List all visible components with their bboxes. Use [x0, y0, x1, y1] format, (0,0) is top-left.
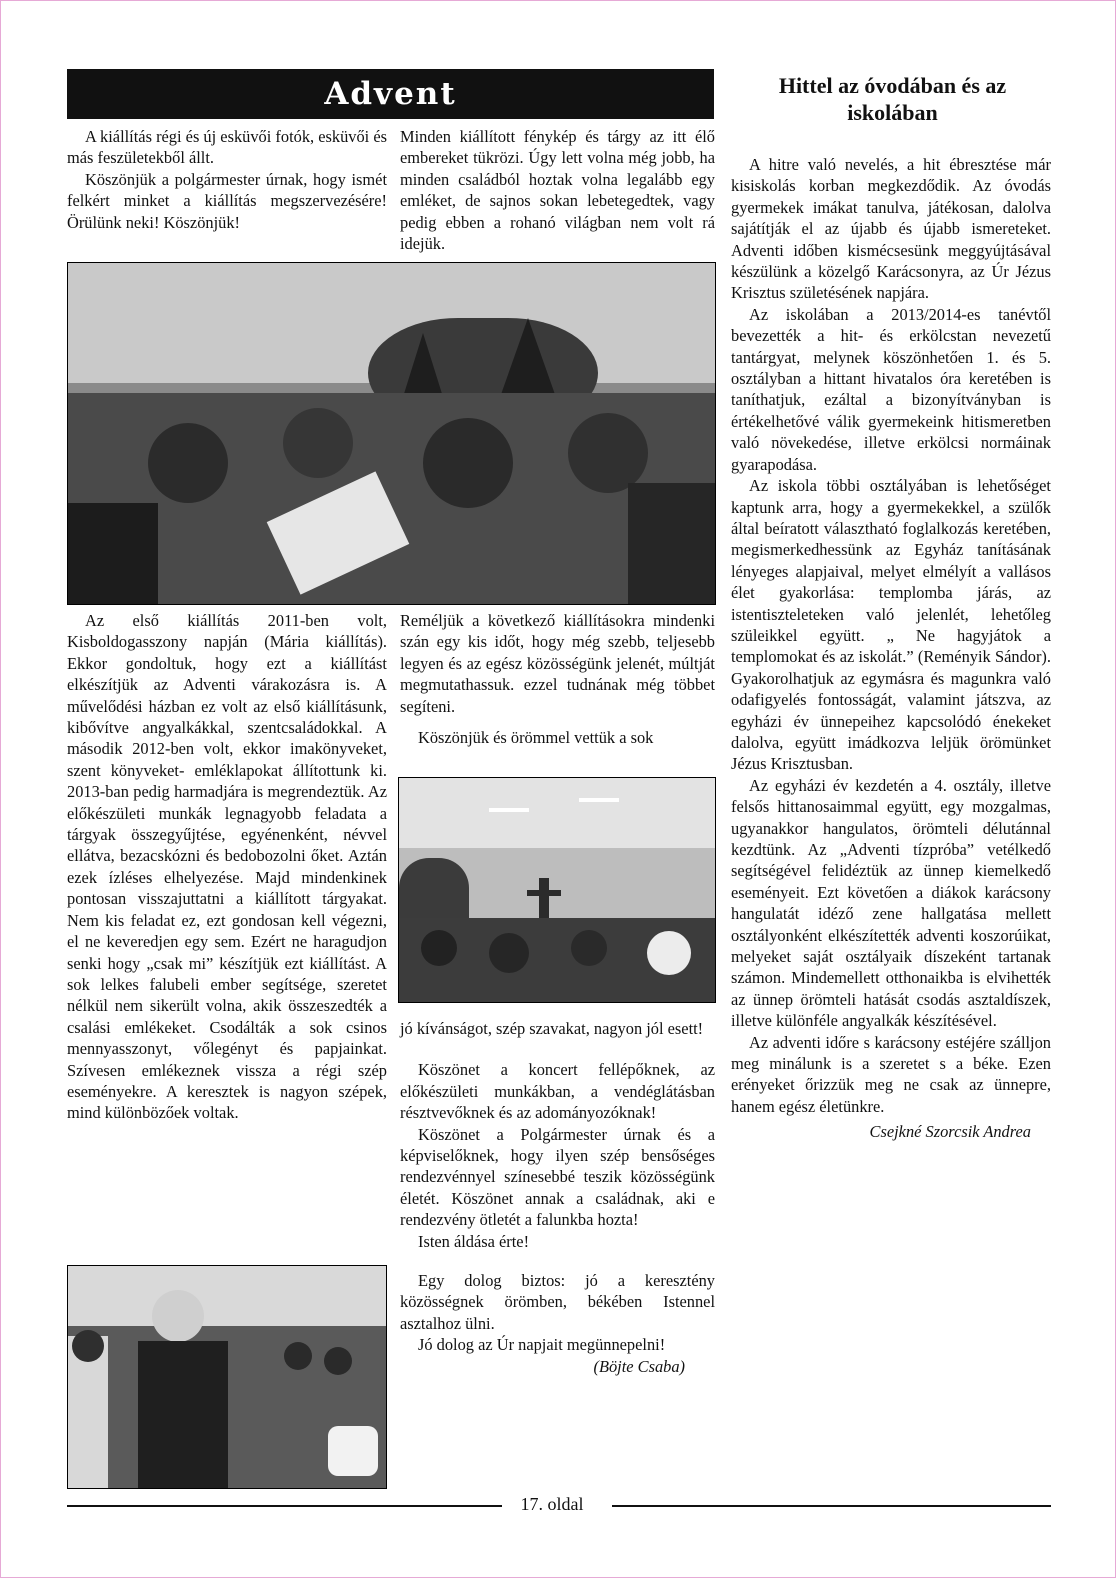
paragraph: Az első kiállítás 2011-ben volt, Kisboldogasszony napján (Mária kiállítás). Ekkor gondoltuk, hogy ezt a kiállítást elkészítjük az Adventi várakozásra is. A művelődési házban ez volt az első kiállításunk, kibővítve angyalkákkal, szentcsaládokkal. A második 2012-ben volt, ekkor imakönyveket, szent könyveket- emléklapokat állítottunk ki. 2013-ban pedig harmadjára is megrendeztük. Az előkészületi munkák legnagyobb feladata a tárgyak összegyűjtése, egyénenként, névvel ellátva, bezacskózni és bedobozolni őket. Aztán ezek ízléses elhelyezése. Majd mindenkinek pontosan visszajuttatni a kiállított tárgyakat. Nem kis feladat ez, ezt gondosan kell végezni, el ne keveredjen egy sem. Ezért ne haragudjon senki hogy „csak mi” készítjük ezt kiállítást. A sok lelkes falubeli ember segítsége, szeretet nélkül nem sikerült volna, akik összeszedték a csalási emlékeket. Csodálták a sok csinos mennyasszonyt, vőlegényt és papjainkat. Szívesen emlékeznek vissza a régi szép eseményekre. A keresztek is nagyon szépek, mind különbözőek voltak. — [67, 611, 387, 1123]
paragraph: Köszönet a koncert fellépőknek, az előkészületi munkákban, a vendéglátásban résztvevőknek és az adományozóknak! — [400, 1060, 715, 1123]
paragraph: Jó dolog az Úr napjait megünnepelni! — [418, 1335, 666, 1355]
advent-banner — [67, 69, 714, 119]
footer-rule-left — [67, 1505, 502, 1507]
paragraph: jó kívánságot, szép szavakat, nagyon jól esett! — [400, 1019, 704, 1038]
paragraph: A kiállítás régi és új esküvői fotók, esküvői és más feszületekből állt. — [67, 127, 387, 168]
paragraph: Isten áldása érte! — [418, 1231, 530, 1251]
footer-rule-right — [612, 1505, 1051, 1507]
paragraph: Az iskolában a 2013/2014-es tanévtől bevezették a hit- és erkölcstan nevezetű tantárgyat, melynek köszönhetően 1. és 5. osztályban a hittant hivatalos óra keretében is taníthatjuk, ezáltal a bizonyítványban is értékelhetővé válik gyermekeink hitismeretben való növekedése, illetve erkölcsi normáinak gyarapodása. — [731, 304, 1051, 474]
article-author: Csejkné Szorcsik Andrea — [869, 1122, 1031, 1142]
paragraph: Köszönet a Polgármester úrnak és a képviselőknek, hogy ilyen szép bensőséges rendezvénnyel színesebbé teszik közösségünk életét. Köszönet annak a családnak, aki e rendezvény ötletét a falunkba hozta! — [400, 1124, 715, 1230]
exhibition-crowd-photo — [67, 262, 716, 605]
quote-author: (Böjte Csaba) — [593, 1356, 685, 1376]
page-number: 17. oldal — [520, 1494, 584, 1514]
page-footer — [67, 1494, 1051, 1518]
paragraph: Egy dolog biztos: jó a keresztény közösségnek örömben, békében Istennel asztalhoz ülni. — [400, 1271, 715, 1333]
advent-title: Advent — [324, 76, 457, 112]
paragraph: Reméljük a következő kiállításokra mindenki szán egy kis időt, hogy még szebb, teljesebb legyen és az egész közösségünk jelenét, múltját megmutathassuk. ezzel tudnának még többet segíteni. — [400, 611, 715, 716]
left-col2-top — [400, 126, 715, 254]
left-col2-after-photo — [400, 1018, 715, 1377]
left-col1-main — [67, 610, 387, 1124]
left-col2-main — [400, 610, 715, 748]
paragraph: Minden kiállított fénykép és tárgy az itt élő embereket tükrözi. Úgy lett volna még jobb, ha minden családból hoztak volna legalább egy emléket, de sajnos sokan lebetegedtek, vagy pedig ebben a rohanó világban nem volt rá idejük. — [400, 127, 715, 254]
paragraph: Az adventi időre s karácsony estéjére szálljon meg minálunk is a szeretet s a béke. Ezen erényeket őrizzük meg ne csak az ünnepre, hanem egész életünkre. — [731, 1032, 1051, 1116]
paragraph: Köszönjük és örömmel vettük a sok — [418, 728, 654, 748]
right-article-title: Hittel az óvodában és az iskolában — [778, 73, 1007, 125]
speaker-photo — [67, 1265, 387, 1489]
paragraph: A hitre való nevelés, a hit ébresztése már kisiskolás korban megkezdődik. Az óvodás gyermekek imákat tanulva, játékosan, dalolva sajátítják el az újabb és újabb ismereteket. Adventi időben kismécsesünk meggyújtásával készülünk a közelgő Karácsonyra, az Úr Jézus Krisztus születésének napjára. — [731, 155, 1051, 303]
community-hall-photo — [398, 777, 716, 1003]
left-col1-top — [67, 126, 387, 233]
paragraph: Az egyházi év kezdetén a 4. osztály, illetve felsős hittanosaimmal együtt, egy mozgalmas, ugyanakkor hangulatos, örömteli délutánnal kezdtünk. Az „Adventi tízpróba” vetélkedő segítségével felidéztük az ünnep kiemelkedő eseményeit. Ezt követően a diákok karácsony hangulatát idéző zene hallgatása mellett osztályonként elkészítették adventi koszorúikat, melyeket saját osztályaik díszeként tartanak számon. Mindemellett otthonaikba is elvihették az ünnep örömteli hatását csodás asztaldíszek, illetve különféle angyalkák készítésével. — [731, 775, 1051, 1031]
right-article-body — [731, 154, 1051, 1143]
paragraph: Az iskola többi osztályában is lehetőséget kaptunk arra, hogy a gyermekekkel, a szülők által beíratott választható foglalkozás keretében, megismerkedhessünk az Egyház tanításának lényeges alapjaival, melyet elmélyít a vallásos élet gyakorlása: templomba járás, az istentiszteleteken való jelenlét, lehetőleg szüleikkel együtt. „ Ne hagyjátok a templomokat és az iskolát.” (Reményik Sándor). Gyakorolhatjuk az egymásra és magunkra való odafigyelés fontosságát, valamint játszva, az egyházi év ünnepeihez kapcsolódó énekeket dalolva, együtt imádkozva leljük örömünket Jézus Krisztusban. — [731, 476, 1051, 774]
paragraph: Köszönjük a polgármester úrnak, hogy ismét felkért minket a kiállítás megszervezésére! Örülünk neki! Köszönjük! — [67, 169, 387, 232]
